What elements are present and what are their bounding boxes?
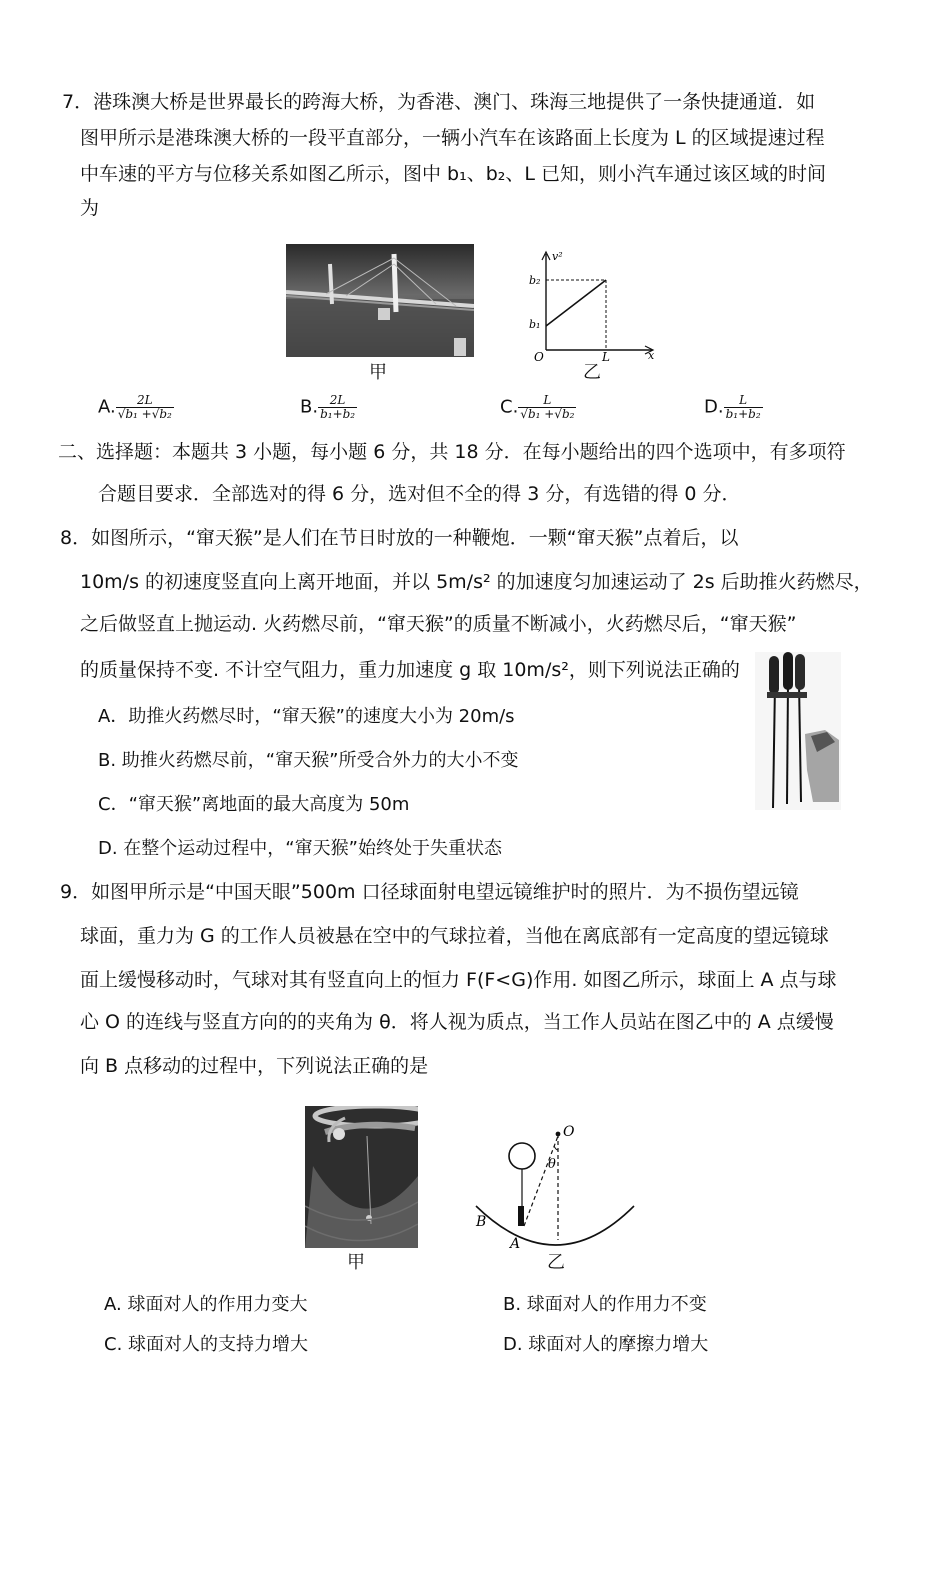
- graph-b2-label: b₂: [529, 274, 541, 287]
- q8-option-a: A．助推火药燃尽时，“窜天猴”的速度大小为 20m/s: [98, 706, 515, 727]
- q9-fig-yi-label: 乙: [547, 1252, 565, 1273]
- q9-line-5: 向 B 点移动的过程中，下列说法正确的是: [80, 1055, 429, 1077]
- q8-option-b: B. 助推火药燃尽前，“窜天猴”所受合外力的大小不变: [98, 750, 519, 771]
- bridge-photo: [286, 244, 474, 357]
- graph-b1-label: b₁: [529, 318, 541, 331]
- graph-line: [546, 280, 606, 326]
- q7-line-1: 7．港珠澳大桥是世界最长的跨海大桥，为香港、澳门、珠海三地提供了一条快捷通道．如: [62, 91, 816, 113]
- graph-x-label: x: [648, 349, 655, 362]
- q9-option-a: A. 球面对人的作用力变大: [104, 1294, 308, 1315]
- q7-line-3: 中车速的平方与位移关系如图乙所示，图中 b₁、b₂、L 已知，则小汽车通过该区域的时间: [80, 163, 827, 185]
- q7-line-2: 图甲所示是港珠澳大桥的一段平直部分，一辆小汽车在该路面上长度为 L 的区域提速过程: [80, 127, 825, 149]
- graph-L-label: L: [602, 350, 610, 362]
- q9-option-d: D. 球面对人的摩擦力增大: [503, 1334, 709, 1355]
- q9-line-1: 9．如图甲所示是“中国天眼”500m 口径球面射电望远镜维护时的照片．为不损伤望远镜: [60, 881, 799, 903]
- q7-fig-yi-label: 乙: [583, 362, 601, 383]
- graph-y-label: v²: [552, 250, 563, 263]
- q7-fig-jia-label: 甲: [369, 362, 387, 383]
- v2-x-graph: [524, 246, 664, 362]
- q7-option-a: A. $\frac{2L}{\text{√b₁ +√b₂}}$: [98, 393, 172, 421]
- theta-label: θ: [548, 1157, 556, 1172]
- balloon: [509, 1143, 535, 1169]
- spherical-surface: [476, 1206, 634, 1245]
- q8-line-2: 10m/s 的初速度竖直向上离开地面，并以 5m/s² 的加速度匀加速运动了 2s 后助推火药燃尽，: [80, 571, 873, 593]
- q8-line-4: 的质量保持不变. 不计空气阻力，重力加速度 g 取 10m/s²，则下列说法正确的: [80, 659, 740, 681]
- center-o-label: O: [563, 1124, 575, 1140]
- section2-line-2: 合题目要求．全部选对的得 6 分，选对但不全的得 3 分，有选错的得 0 分．: [98, 483, 741, 505]
- q8-line-1: 8．如图所示，“窜天猴”是人们在节日时放的一种鞭炮．一颗“窜天猴”点着后，以: [60, 527, 739, 549]
- q9-option-b: B. 球面对人的作用力不变: [503, 1294, 707, 1315]
- q9-line-4: 心 O 的连线与竖直方向的的夹角为 θ．将人视为质点，当工作人员站在图乙中的 A 点缓慢: [80, 1011, 834, 1033]
- point-b-label: B: [476, 1214, 487, 1230]
- firecracker-photo: [755, 652, 841, 810]
- q9-line-3: 面上缓慢移动时，气球对其有竖直向上的恒力 F(F<G)作用. 如图乙所示，球面上 A 点与球: [80, 969, 837, 991]
- q7-line-4: 为: [80, 197, 100, 219]
- q8-option-d: D. 在整个运动过程中，“窜天猴”始终处于失重状态: [98, 838, 502, 859]
- telescope-photo: [305, 1106, 418, 1248]
- worker: [518, 1206, 524, 1226]
- center-o: [556, 1132, 561, 1137]
- point-a-label: A: [510, 1236, 521, 1252]
- graph-origin-label: O: [534, 350, 544, 362]
- q9-fig-jia-label: 甲: [347, 1252, 365, 1273]
- sphere-diagram: [470, 1120, 640, 1258]
- q9-line-2: 球面，重力为 G 的工作人员被悬在空中的气球拉着，当他在离底部有一定高度的望远镜球: [80, 925, 829, 947]
- q8-line-3: 之后做竖直上抛运动. 火药燃尽前，“窜天猴”的质量不断减小，火药燃尽后，“窜天猴”: [80, 613, 797, 635]
- q7-option-b: B. $\frac{2L}{\text{b₁+b₂}}$: [300, 393, 356, 421]
- section2-line-1: 二、选择题：本题共 3 小题，每小题 6 分，共 18 分．在每小题给出的四个选项中，有多项符: [58, 441, 846, 463]
- q7-option-d: D. $\frac{L}{\text{b₁+b₂}}$: [704, 393, 761, 421]
- q8-option-c: C．“窜天猴”离地面的最大高度为 50m: [98, 794, 410, 815]
- q9-option-c: C. 球面对人的支持力增大: [104, 1334, 309, 1355]
- q7-option-c: C. $\frac{L}{\text{√b₁ +√b₂}}$: [500, 393, 575, 421]
